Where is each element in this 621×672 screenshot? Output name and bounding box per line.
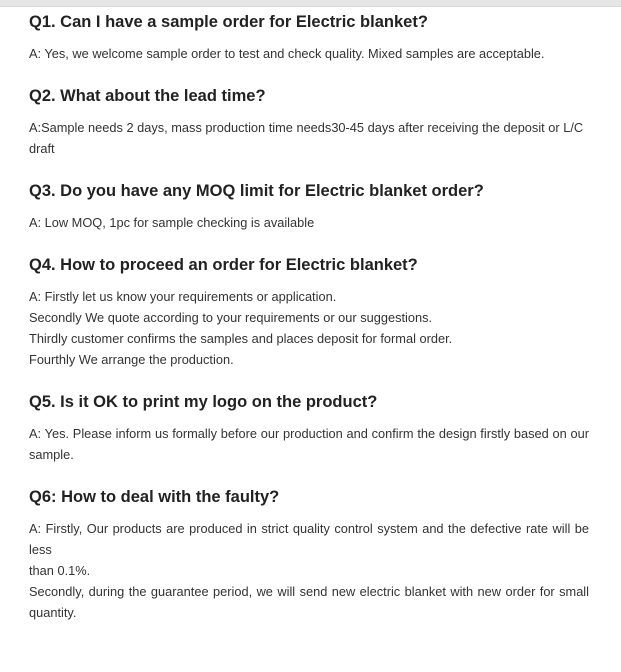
faq-item-q4 [29,254,589,370]
faq-item-q5 [29,391,589,465]
faq-answer-line: A: Firstly, Our products are produced in strict quality control system and the defective rate will be less [29,521,589,557]
faq-answer-line: A: Yes. Please inform us formally before our production and confirm the design firstly based on our sample. [29,426,589,462]
faq-answer-line: Fourthly We arrange the production. [29,352,234,367]
faq-question: Q2. What about the lead time? [29,87,266,105]
faq-list [29,11,589,644]
faq-item-q1 [29,11,589,64]
faq-answer-line: A: Low MOQ, 1pc for sample checking is available [29,215,315,230]
faq-answer-line: A: Firstly let us know your requirements or application. [29,289,337,304]
faq-item-q2 [29,85,589,159]
faq-question: Q5. Is it OK to print my logo on the product? [29,393,378,411]
faq-answer-line: A: Yes, we welcome sample order to test and check quality. Mixed samples are acceptable. [29,46,545,61]
faq-item-q3 [29,180,589,233]
faq-answer-line: than 0.1%. [29,563,91,578]
faq-answer-line: Thirdly customer confirms the samples and places deposit for formal order. [29,331,453,346]
faq-item-q6 [29,486,589,623]
faq-answer-line: Secondly, during the guarantee period, we will send new electric blanket with new order for small quantity. [29,584,589,620]
faq-answer-line: A:Sample needs 2 days, mass production time needs30-45 days after receiving the deposit or L/C draft [29,120,584,156]
faq-question: Q6: How to deal with the faulty? [29,488,280,506]
faq-question: Q1. Can I have a sample order for Electric blanket? [29,13,428,31]
top-edge-bar [0,0,621,7]
faq-question: Q3. Do you have any MOQ limit for Electric blanket order? [29,182,484,200]
faq-question: Q4. How to proceed an order for Electric blanket? [29,256,418,274]
faq-answer-line: Secondly We quote according to your requirements or our suggestions. [29,310,433,325]
